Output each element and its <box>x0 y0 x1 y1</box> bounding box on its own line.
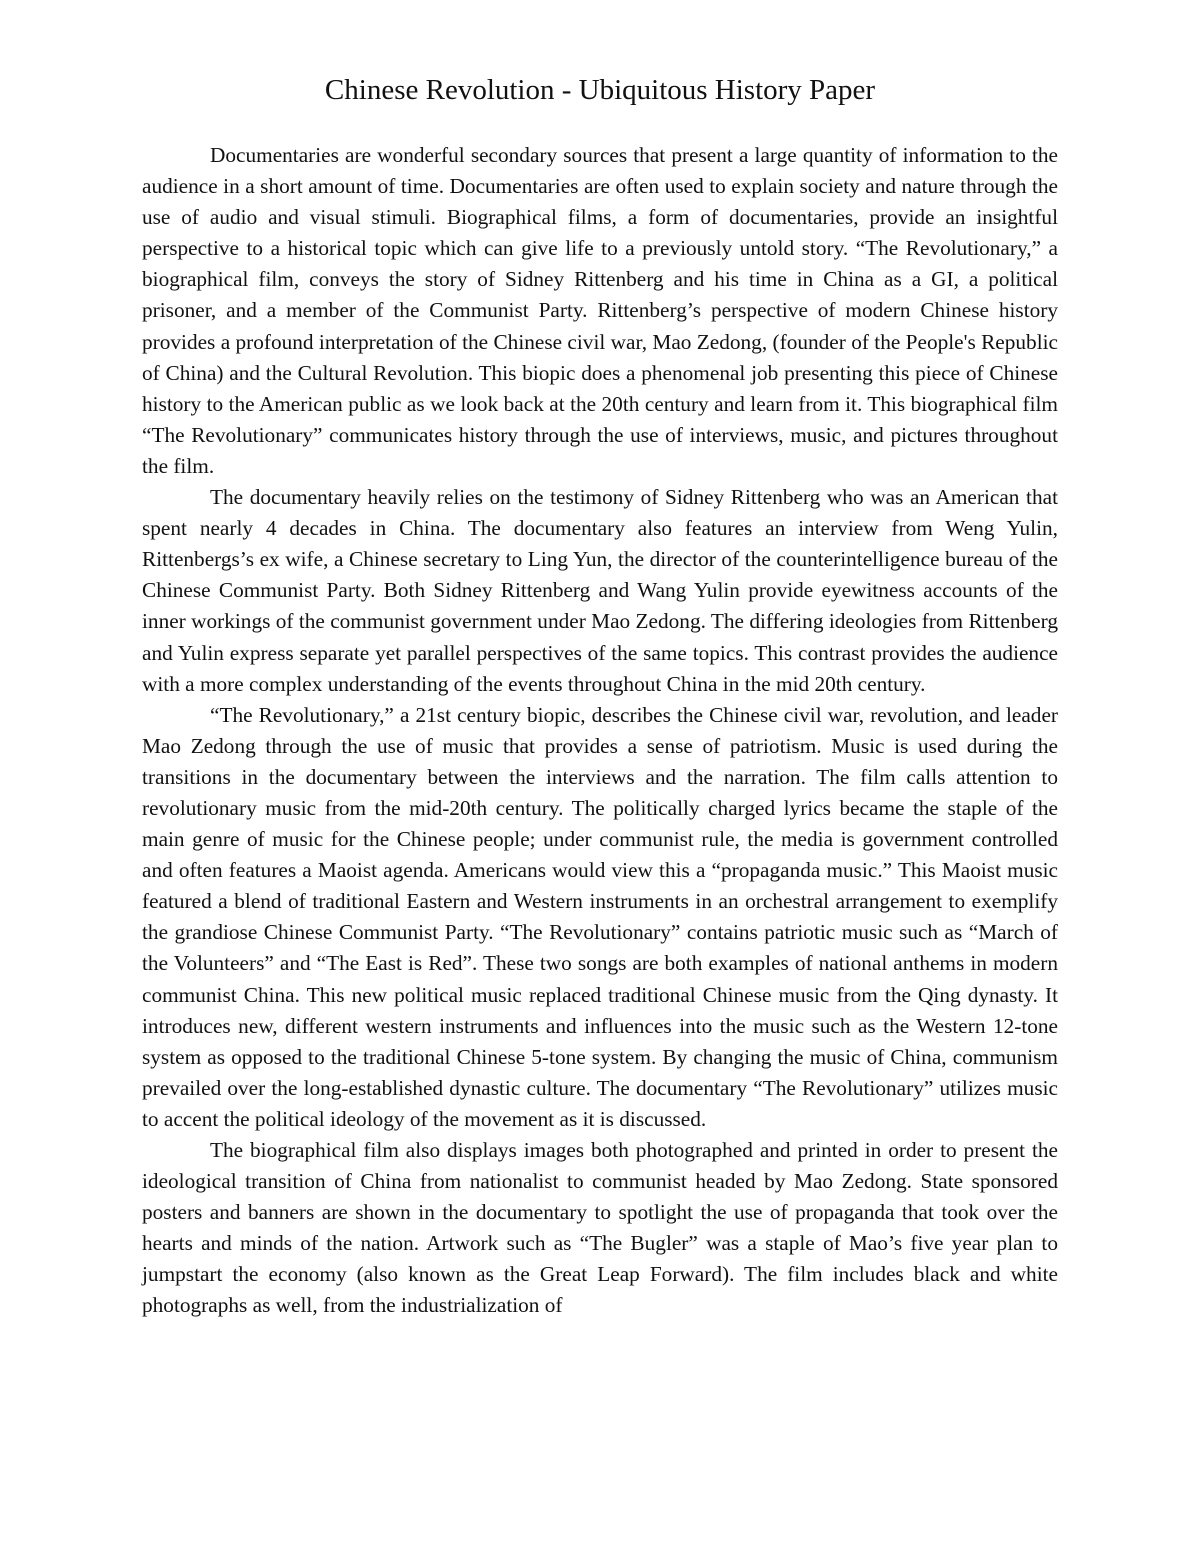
document-body <box>142 140 1058 1322</box>
paragraph-intro: Documentaries are wonderful secondary sources that present a large quantity of information to the audience in a short amount of time. Documentaries are often used to explain society and nature through the use of audio and visual stimuli. Biographical films, a form of documentaries, provide an insightful perspective to a historical topic which can give life to a previously untold story. “The Revolutionary,” a biographical film, conveys the story of Sidney Rittenberg and his time in China as a GI, a political prisoner, and a member of the Communist Party. Rittenberg’s perspective of modern Chinese history provides a profound interpretation of the Chinese civil war, Mao Zedong, (founder of the People's Republic of China) and the Cultural Revolution. This biopic does a phenomenal job presenting this piece of Chinese history to the American public as we look back at the 20th century and learn from it. This biographical film “The Revolutionary” communicates history through the use of interviews, music, and pictures throughout the film. <box>142 143 1058 478</box>
paragraph-music: “The Revolutionary,” a 21st century biopic, describes the Chinese civil war, revolution, and leader Mao Zedong through the use of music that provides a sense of patriotism. Music is used during the transitions in the documentary between the interviews and the narration. The film calls attention to revolutionary music from the mid-20th century. The politically charged lyrics became the staple of the main genre of music for the Chinese people; under communist rule, the media is government controlled and often features a Maoist agenda. Americans would view this a “propaganda music.” This Maoist music featured a blend of traditional Eastern and Western instruments in an orchestral arrangement to exemplify the grandiose Chinese Communist Party. “The Revolutionary” contains patriotic music such as “March of the Volunteers” and “The East is Red”. These two songs are both examples of national anthems in modern communist China. This new political music replaced traditional Chinese music from the Qing dynasty. It introduces new, different western instruments and influences into the music such as the Western 12-tone system as opposed to the traditional Chinese 5-tone system. By changing the music of China, communism prevailed over the long-established dynastic culture. The documentary “The Revolutionary” utilizes music to accent the political ideology of the movement as it is discussed. <box>142 702 1058 1131</box>
paragraph-images: The biographical film also displays images both photographed and printed in order to present the ideological transition of China from nationalist to communist headed by Mao Zedong. State sponsored posters and banners are shown in the documentary to spotlight the use of propaganda that took over the hearts and minds of the nation. Artwork such as “The Bugler” was a staple of Mao’s five year plan to jumpstart the economy (also known as the Great Leap Forward). The film includes black and white photographs as well, from the industrialization of <box>142 1138 1058 1318</box>
document-title: Chinese Revolution - Ubiquitous History Paper <box>324 74 876 106</box>
paragraph-interviews: The documentary heavily relies on the testimony of Sidney Rittenberg who was an American that spent nearly 4 decades in China. The documentary also features an interview from Weng Yulin, Rittenbergs’s ex wife, a Chinese secretary to Ling Yun, the director of the counterintelligence bureau of the Chinese Communist Party. Both Sidney Rittenberg and Wang Yulin provide eyewitness accounts of the inner workings of the communist government under Mao Zedong. The differing ideologies from Rittenberg and Yulin express separate yet parallel perspectives of the same topics. This contrast provides the audience with a more complex understanding of the events throughout China in the mid 20th century. <box>142 485 1058 696</box>
